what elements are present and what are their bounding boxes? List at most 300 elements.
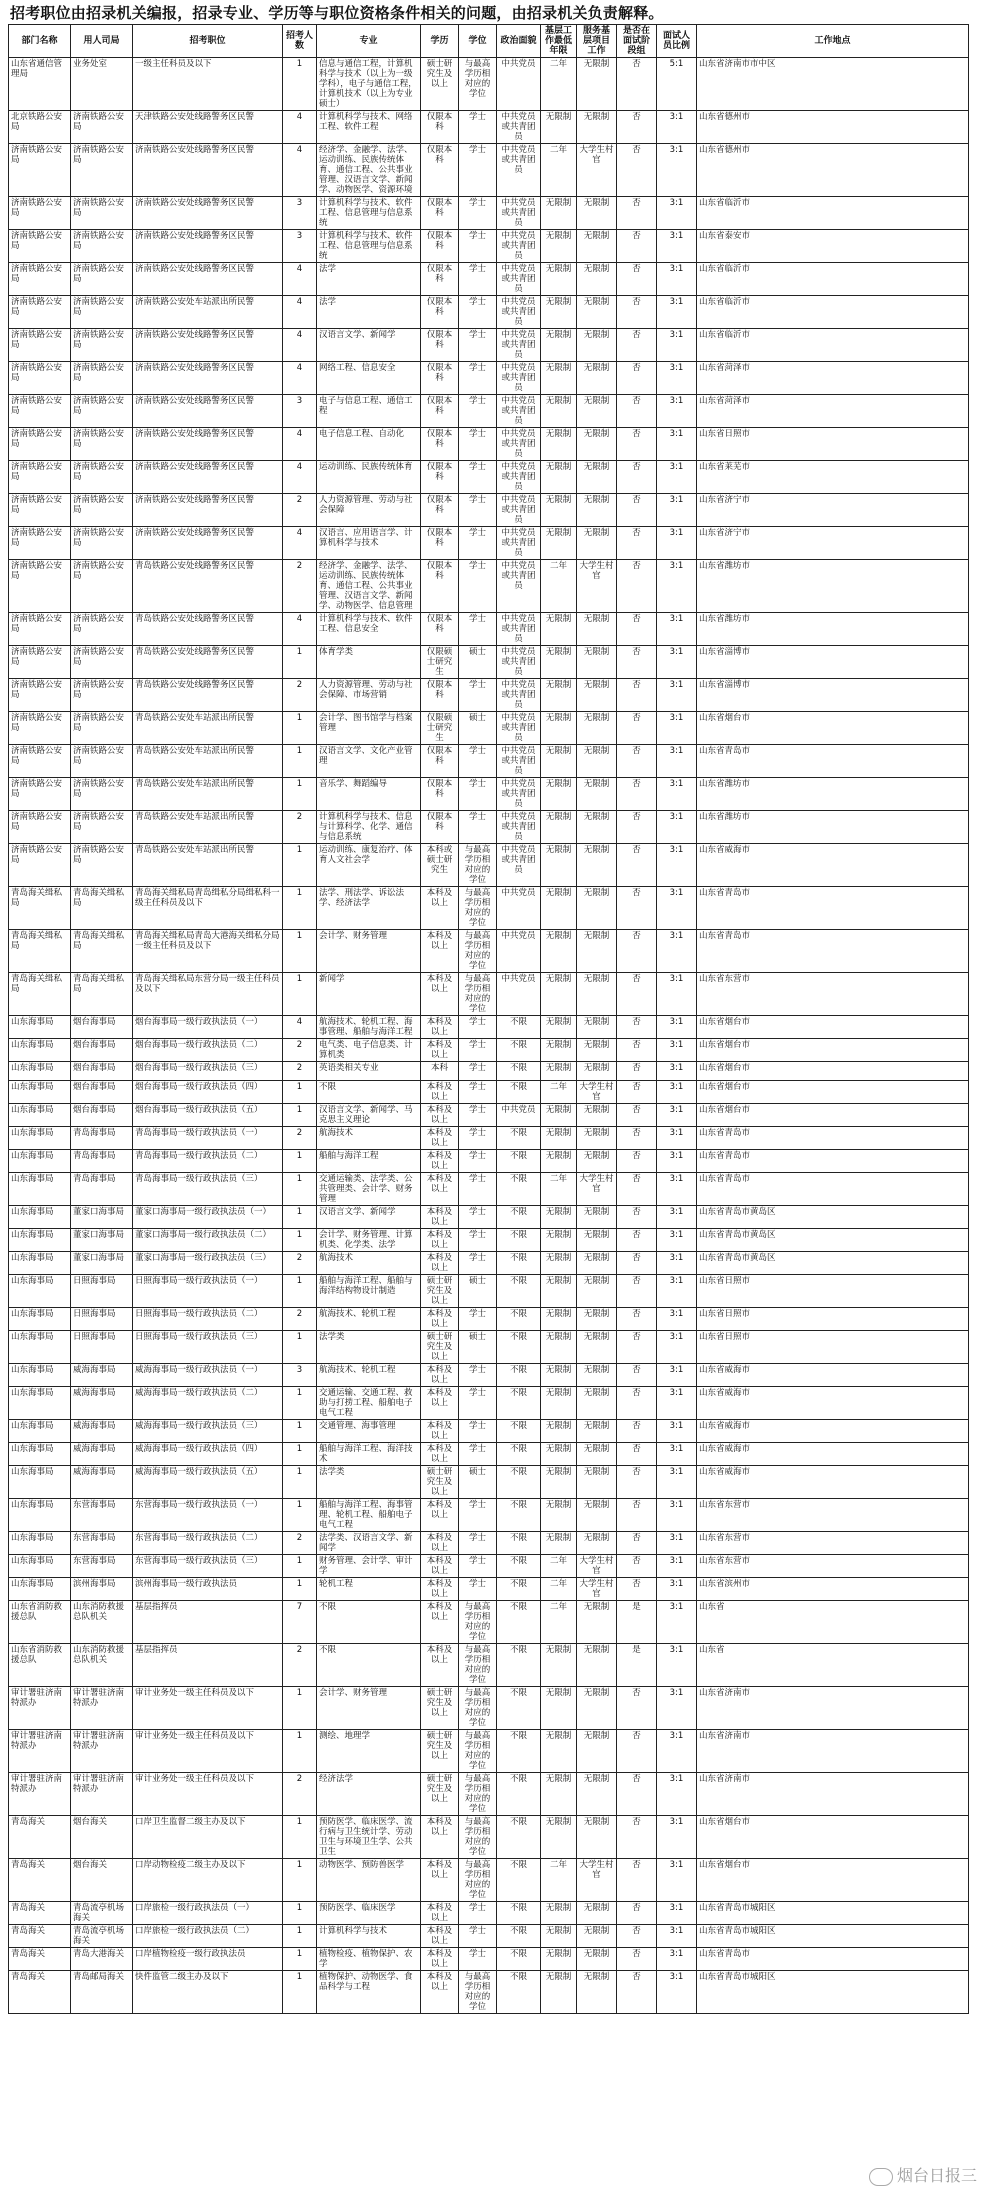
table-cell: 不限 — [497, 1859, 541, 1902]
table-cell: 不限 — [497, 1039, 541, 1062]
table-cell: 青岛铁路公安处车站派出所民警 — [133, 844, 283, 887]
table-cell: 中共党员或共青团员 — [497, 745, 541, 778]
table-cell: 烟台海事局 — [71, 1016, 133, 1039]
table-row — [9, 778, 969, 811]
table-cell: 3:1 — [657, 1387, 697, 1420]
table-cell: 山东海事局 — [9, 1206, 71, 1229]
table-cell: 否 — [617, 1331, 657, 1364]
table-cell: 烟台海事局 — [71, 1104, 133, 1127]
table-cell: 无限制 — [541, 1816, 577, 1859]
table-cell: 济南铁路公安局 — [71, 712, 133, 745]
table-cell: 山东省 — [697, 1644, 969, 1687]
table-cell: 山东省济宁市 — [697, 527, 969, 560]
table-cell: 山东省青岛市城阳区 — [697, 1925, 969, 1948]
column-header: 部门名称 — [9, 25, 71, 58]
table-cell: 无限制 — [541, 1229, 577, 1252]
table-cell: 汉语言文学、新闻学、马克思主义理论 — [317, 1104, 421, 1127]
table-cell: 不限 — [497, 1206, 541, 1229]
table-cell: 无限制 — [577, 1816, 617, 1859]
table-row — [9, 646, 969, 679]
table-cell: 学士 — [459, 1308, 497, 1331]
table-cell: 烟台海关 — [71, 1816, 133, 1859]
table-cell: 山东省青岛市城阳区 — [697, 1902, 969, 1925]
column-header: 学历 — [421, 25, 459, 58]
table-row — [9, 197, 969, 230]
table-cell: 本科及以上 — [421, 1420, 459, 1443]
table-cell: 中共党员或共青团员 — [497, 844, 541, 887]
table-cell: 与最高学历相对应的学位 — [459, 973, 497, 1016]
table-cell: 1 — [283, 58, 317, 111]
table-cell: 7 — [283, 1601, 317, 1644]
table-cell: 汉语言文学、新闻学 — [317, 1206, 421, 1229]
table-cell: 不限 — [497, 1364, 541, 1387]
table-row — [9, 1331, 969, 1364]
table-cell: 无限制 — [541, 1971, 577, 2014]
table-cell: 董家口海事局一级行政执法员（三） — [133, 1252, 283, 1275]
table-cell: 济南铁路公安局 — [9, 778, 71, 811]
table-cell: 否 — [617, 1308, 657, 1331]
table-cell: 2 — [283, 1062, 317, 1081]
table-cell: 审计署驻济南特派办 — [9, 1687, 71, 1730]
table-cell: 学士 — [459, 745, 497, 778]
table-cell: 山东海事局 — [9, 1331, 71, 1364]
table-cell: 山东省青岛市黄岛区 — [697, 1252, 969, 1275]
table-cell: 山东省青岛市 — [697, 1173, 969, 1206]
table-cell: 青岛邮局海关 — [71, 1971, 133, 2014]
table-cell: 无限制 — [541, 1206, 577, 1229]
table-cell: 1 — [283, 973, 317, 1016]
table-cell: 无限制 — [577, 1016, 617, 1039]
table-cell: 中共党员或共青团员 — [497, 712, 541, 745]
table-cell: 济南铁路公安局 — [71, 461, 133, 494]
table-cell: 山东省青岛市 — [697, 1150, 969, 1173]
table-cell: 学士 — [459, 1499, 497, 1532]
table-cell: 学士 — [459, 263, 497, 296]
table-cell: 烟台海事局一级行政执法员（三） — [133, 1062, 283, 1081]
table-cell: 山东省济南市 — [697, 1730, 969, 1773]
table-cell: 山东海事局 — [9, 1499, 71, 1532]
table-cell: 济南铁路公安局 — [71, 527, 133, 560]
table-cell: 山东省济南市市中区 — [697, 58, 969, 111]
table-cell: 济南铁路公安局 — [9, 461, 71, 494]
table-cell: 青岛海关 — [9, 1925, 71, 1948]
table-cell: 学士 — [459, 1081, 497, 1104]
column-header: 招考人数 — [283, 25, 317, 58]
table-cell: 山东海事局 — [9, 1081, 71, 1104]
watermark-text: 烟台日报三 — [896, 2166, 977, 2185]
table-cell: 航海技术、轮机工程、海事管理、船舶与海洋工程 — [317, 1016, 421, 1039]
table-cell: 无限制 — [541, 679, 577, 712]
table-row — [9, 1902, 969, 1925]
table-cell: 口岸旅检一级行政执法员（一） — [133, 1902, 283, 1925]
table-cell: 中共党员 — [497, 973, 541, 1016]
table-row — [9, 1364, 969, 1387]
table-cell: 济南铁路公安局 — [9, 395, 71, 428]
table-cell: 审计业务处一级主任科员及以下 — [133, 1773, 283, 1816]
table-cell: 3:1 — [657, 329, 697, 362]
table-row — [9, 1229, 969, 1252]
table-cell: 本科及以上 — [421, 1859, 459, 1902]
table-cell: 学士 — [459, 197, 497, 230]
table-cell: 青岛海关缉私局 — [9, 887, 71, 930]
table-row — [9, 712, 969, 745]
table-cell: 2 — [283, 1773, 317, 1816]
table-cell: 硕士 — [459, 712, 497, 745]
table-cell: 不限 — [497, 1229, 541, 1252]
table-cell: 济南铁路公安局 — [9, 844, 71, 887]
table-cell: 仅限本科 — [421, 296, 459, 329]
table-cell: 3:1 — [657, 494, 697, 527]
table-cell: 济南铁路公安局 — [71, 362, 133, 395]
table-cell: 东营海事局 — [71, 1555, 133, 1578]
table-cell: 山东海事局 — [9, 1127, 71, 1150]
table-cell: 本科及以上 — [421, 1925, 459, 1948]
table-cell: 二年 — [541, 1555, 577, 1578]
table-cell: 3:1 — [657, 1104, 697, 1127]
table-cell: 无限制 — [541, 1252, 577, 1275]
table-cell: 否 — [617, 679, 657, 712]
table-cell: 仅限本科 — [421, 428, 459, 461]
table-cell: 3:1 — [657, 1331, 697, 1364]
table-cell: 仅限本科 — [421, 679, 459, 712]
table-cell: 烟台海事局 — [71, 1062, 133, 1081]
table-cell: 与最高学历相对应的学位 — [459, 844, 497, 887]
table-cell: 无限制 — [577, 1925, 617, 1948]
table-cell: 中共党员或共青团员 — [497, 778, 541, 811]
table-cell: 1 — [283, 1081, 317, 1104]
table-cell: 学士 — [459, 811, 497, 844]
table-cell: 山东省德州市 — [697, 144, 969, 197]
table-cell: 硕士 — [459, 1466, 497, 1499]
table-cell: 大学生村官 — [577, 1555, 617, 1578]
column-header: 是否在面试阶段组 — [617, 25, 657, 58]
table-cell: 山东省青岛市城阳区 — [697, 1971, 969, 2014]
table-cell: 基层指挥员 — [133, 1601, 283, 1644]
table-cell: 无限制 — [577, 461, 617, 494]
table-cell: 不限 — [497, 1275, 541, 1308]
table-cell: 山东省潍坊市 — [697, 778, 969, 811]
table-cell: 本科及以上 — [421, 1173, 459, 1206]
table-cell: 不限 — [497, 1773, 541, 1816]
table-cell: 本科及以上 — [421, 1948, 459, 1971]
table-cell: 1 — [283, 1578, 317, 1601]
table-cell: 快件监管二级主办及以下 — [133, 1971, 283, 2014]
table-cell: 法学类 — [317, 1466, 421, 1499]
table-cell: 山东海事局 — [9, 1062, 71, 1081]
table-cell: 电子信息工程、自动化 — [317, 428, 421, 461]
table-cell: 1 — [283, 1331, 317, 1364]
table-cell: 济南铁路公安局 — [71, 646, 133, 679]
table-cell: 2 — [283, 1039, 317, 1062]
table-cell: 1 — [283, 844, 317, 887]
table-cell: 无限制 — [577, 1062, 617, 1081]
table-cell: 本科及以上 — [421, 1229, 459, 1252]
table-cell: 无限制 — [541, 461, 577, 494]
table-cell: 1 — [283, 1387, 317, 1420]
table-cell: 中共党员或共青团员 — [497, 527, 541, 560]
table-cell: 学士 — [459, 1420, 497, 1443]
table-cell: 山东省临沂市 — [697, 296, 969, 329]
table-cell: 烟台海事局一级行政执法员（四） — [133, 1081, 283, 1104]
table-cell: 济南铁路公安处线路警务区民警 — [133, 395, 283, 428]
table-row — [9, 1971, 969, 2014]
table-cell: 青岛铁路公安处车站派出所民警 — [133, 712, 283, 745]
table-cell: 审计署驻济南特派办 — [71, 1773, 133, 1816]
table-cell: 学士 — [459, 1150, 497, 1173]
table-cell: 船舶与海洋工程、船舶与海洋结构物设计制造 — [317, 1275, 421, 1308]
table-cell: 无限制 — [577, 1127, 617, 1150]
table-cell: 中共党员或共青团员 — [497, 296, 541, 329]
table-cell: 山东省威海市 — [697, 1387, 969, 1420]
table-cell: 无限制 — [577, 1601, 617, 1644]
table-cell: 经济学、金融学、法学、运动训练、民族传统体育、通信工程、公共事业管理、汉语言文学、新闻学、动物医学、信息管理 — [317, 560, 421, 613]
table-cell: 1 — [283, 1206, 317, 1229]
table-cell: 3:1 — [657, 1420, 697, 1443]
table-cell: 无限制 — [577, 973, 617, 1016]
table-cell: 1 — [283, 1420, 317, 1443]
table-cell: 山东省日照市 — [697, 1275, 969, 1308]
table-cell: 4 — [283, 461, 317, 494]
table-cell: 本科及以上 — [421, 1308, 459, 1331]
table-cell: 否 — [617, 1555, 657, 1578]
table-cell: 山东省消防救援总队 — [9, 1644, 71, 1687]
table-cell: 不限 — [497, 1532, 541, 1555]
table-cell: 船舶与海洋工程、海洋技术 — [317, 1443, 421, 1466]
table-cell: 口岸动物检疫二级主办及以下 — [133, 1859, 283, 1902]
table-cell: 无限制 — [577, 1331, 617, 1364]
table-cell: 山东海事局 — [9, 1039, 71, 1062]
table-cell: 青岛海事局一级行政执法员（二） — [133, 1150, 283, 1173]
table-cell: 中共党员或共青团员 — [497, 230, 541, 263]
table-cell: 无限制 — [541, 712, 577, 745]
table-cell: 大学生村官 — [577, 1081, 617, 1104]
table-cell: 无限制 — [577, 1252, 617, 1275]
table-cell: 中共党员 — [497, 887, 541, 930]
table-cell: 青岛海关 — [9, 1859, 71, 1902]
table-cell: 济南铁路公安局 — [71, 560, 133, 613]
table-row — [9, 1420, 969, 1443]
table-cell: 北京铁路公安局 — [9, 111, 71, 144]
table-cell: 否 — [617, 1773, 657, 1816]
table-cell: 青岛海关 — [9, 1971, 71, 2014]
table-cell: 法学类 — [317, 1331, 421, 1364]
table-cell: 学士 — [459, 1364, 497, 1387]
table-cell: 本科及以上 — [421, 1644, 459, 1687]
table-cell: 无限制 — [541, 1104, 577, 1127]
table-cell: 济南铁路公安局 — [9, 230, 71, 263]
table-cell: 汉语言文学、文化产业管理 — [317, 745, 421, 778]
table-cell: 无限制 — [577, 887, 617, 930]
table-cell: 山东消防救援总队机关 — [71, 1644, 133, 1687]
table-cell: 否 — [617, 111, 657, 144]
table-cell: 本科及以上 — [421, 1601, 459, 1644]
table-cell: 3:1 — [657, 1644, 697, 1687]
table-cell: 1 — [283, 1971, 317, 2014]
table-cell: 否 — [617, 1104, 657, 1127]
table-cell: 中共党员或共青团员 — [497, 461, 541, 494]
table-cell: 山东省 — [697, 1601, 969, 1644]
table-cell: 中共党员或共青团员 — [497, 263, 541, 296]
table-cell: 无限制 — [577, 712, 617, 745]
table-cell: 审计署驻济南特派办 — [71, 1687, 133, 1730]
table-cell: 5:1 — [657, 58, 697, 111]
table-cell: 不限 — [497, 1150, 541, 1173]
table-cell: 青岛海事局 — [71, 1127, 133, 1150]
table-cell: 否 — [617, 560, 657, 613]
table-cell: 2 — [283, 1127, 317, 1150]
table-cell: 威海海事局一级行政执法员（五） — [133, 1466, 283, 1499]
table-cell: 不限 — [497, 1644, 541, 1687]
table-row — [9, 527, 969, 560]
table-cell: 学士 — [459, 1229, 497, 1252]
table-cell: 否 — [617, 1387, 657, 1420]
table-cell: 口岸卫生监督二级主办及以下 — [133, 1816, 283, 1859]
table-cell: 1 — [283, 646, 317, 679]
table-cell: 济南铁路公安处线路警务区民警 — [133, 461, 283, 494]
table-cell: 仅限硕士研究生 — [421, 712, 459, 745]
table-cell: 无限制 — [577, 646, 617, 679]
table-cell: 不限 — [317, 1081, 421, 1104]
table-cell: 经济学、金融学、法学、运动训练、民族传统体育、通信工程、公共事业管理、汉语言文学、新闻学、动物医学、资源环境 — [317, 144, 421, 197]
table-row — [9, 329, 969, 362]
table-cell: 预防医学、临床医学、流行病与卫生统计学、劳动卫生与环境卫生学、公共卫生 — [317, 1816, 421, 1859]
table-cell: 山东省烟台市 — [697, 1104, 969, 1127]
table-cell: 1 — [283, 1687, 317, 1730]
table-cell: 无限制 — [577, 111, 617, 144]
table-cell: 4 — [283, 144, 317, 197]
table-cell: 与最高学历相对应的学位 — [459, 930, 497, 973]
table-row — [9, 144, 969, 197]
table-cell: 山东省滨州市 — [697, 1578, 969, 1601]
table-cell: 仅限本科 — [421, 395, 459, 428]
table-cell: 济南铁路公安局 — [71, 395, 133, 428]
table-cell: 中共党员或共青团员 — [497, 197, 541, 230]
table-cell: 不限 — [497, 1127, 541, 1150]
table-cell: 山东省临沂市 — [697, 197, 969, 230]
table-cell: 山东海事局 — [9, 1275, 71, 1308]
table-row — [9, 1859, 969, 1902]
table-cell: 与最高学历相对应的学位 — [459, 1773, 497, 1816]
table-row — [9, 263, 969, 296]
table-cell: 学士 — [459, 1555, 497, 1578]
table-cell: 无限制 — [541, 329, 577, 362]
table-cell: 无限制 — [541, 1948, 577, 1971]
table-cell: 与最高学历相对应的学位 — [459, 1730, 497, 1773]
table-cell: 山东省临沂市 — [697, 329, 969, 362]
table-cell: 汉语言文学、新闻学 — [317, 329, 421, 362]
table-cell: 无限制 — [541, 1532, 577, 1555]
table-cell: 山东省济南市 — [697, 1687, 969, 1730]
table-cell: 仅限本科 — [421, 263, 459, 296]
table-cell: 3:1 — [657, 811, 697, 844]
table-cell: 无限制 — [577, 1730, 617, 1773]
table-cell: 无限制 — [577, 1275, 617, 1308]
table-cell: 3:1 — [657, 613, 697, 646]
table-cell: 3:1 — [657, 461, 697, 494]
table-cell: 航海技术 — [317, 1127, 421, 1150]
table-cell: 山东省东营市 — [697, 1555, 969, 1578]
table-cell: 1 — [283, 745, 317, 778]
table-cell: 仅限本科 — [421, 144, 459, 197]
table-cell: 山东海事局 — [9, 1578, 71, 1601]
column-header: 招考职位 — [133, 25, 283, 58]
table-cell: 济南铁路公安局 — [71, 613, 133, 646]
table-cell: 无限制 — [577, 58, 617, 111]
table-cell: 3:1 — [657, 712, 697, 745]
table-cell: 无限制 — [577, 395, 617, 428]
table-cell: 经济法学 — [317, 1773, 421, 1816]
table-cell: 无限制 — [577, 1104, 617, 1127]
table-cell: 学士 — [459, 679, 497, 712]
table-cell: 仅限本科 — [421, 197, 459, 230]
table-cell: 1 — [283, 1730, 317, 1773]
table-cell: 山东海事局 — [9, 1252, 71, 1275]
table-cell: 二年 — [541, 144, 577, 197]
table-cell: 无限制 — [541, 887, 577, 930]
table-cell: 学士 — [459, 395, 497, 428]
table-cell: 仅限硕士研究生 — [421, 646, 459, 679]
table-cell: 青岛海关缉私局 — [71, 930, 133, 973]
table-cell: 3:1 — [657, 296, 697, 329]
table-cell: 1 — [283, 1499, 317, 1532]
table-cell: 济南铁路公安局 — [9, 329, 71, 362]
table-cell: 青岛海关缉私局 — [9, 973, 71, 1016]
table-row — [9, 428, 969, 461]
table-cell: 无限制 — [577, 1206, 617, 1229]
table-cell: 是 — [617, 1644, 657, 1687]
table-cell: 3:1 — [657, 263, 697, 296]
table-cell: 日照海事局 — [71, 1331, 133, 1364]
table-cell: 中共党员或共青团员 — [497, 144, 541, 197]
table-cell: 济南铁路公安处线路警务区民警 — [133, 527, 283, 560]
table-row — [9, 1925, 969, 1948]
table-cell: 1 — [283, 1466, 317, 1499]
table-cell: 仅限本科 — [421, 778, 459, 811]
table-cell: 硕士研究生及以上 — [421, 1275, 459, 1308]
table-cell: 学士 — [459, 613, 497, 646]
table-cell: 硕士研究生及以上 — [421, 1466, 459, 1499]
table-cell: 口岸旅检一级行政执法员（二） — [133, 1925, 283, 1948]
table-cell: 3:1 — [657, 1206, 697, 1229]
table-cell: 不限 — [497, 1948, 541, 1971]
table-cell: 山东省莱芜市 — [697, 461, 969, 494]
table-cell: 董家口海事局一级行政执法员（一） — [133, 1206, 283, 1229]
table-row — [9, 1948, 969, 1971]
table-cell: 运动训练、康复治疗、体育人文社会学 — [317, 844, 421, 887]
table-cell: 本科及以上 — [421, 1252, 459, 1275]
table-cell: 济南铁路公安局 — [71, 745, 133, 778]
table-row — [9, 745, 969, 778]
table-cell: 青岛铁路公安处线路警务区民警 — [133, 613, 283, 646]
table-cell: 学士 — [459, 1443, 497, 1466]
table-cell: 青岛海事局 — [71, 1150, 133, 1173]
column-header: 专业 — [317, 25, 421, 58]
table-cell: 山东省东营市 — [697, 1532, 969, 1555]
table-cell: 无限制 — [541, 811, 577, 844]
table-cell: 仅限本科 — [421, 527, 459, 560]
table-cell: 山东省德州市 — [697, 111, 969, 144]
table-cell: 无限制 — [577, 1773, 617, 1816]
table-cell: 无限制 — [541, 1150, 577, 1173]
table-cell: 济南铁路公安局 — [9, 197, 71, 230]
table-cell: 不限 — [497, 1578, 541, 1601]
table-cell: 否 — [617, 1081, 657, 1104]
table-cell: 济南铁路公安处线路警务区民警 — [133, 362, 283, 395]
table-cell: 航海技术、轮机工程 — [317, 1364, 421, 1387]
table-cell: 体育学类 — [317, 646, 421, 679]
table-row — [9, 613, 969, 646]
table-cell: 不限 — [497, 1062, 541, 1081]
